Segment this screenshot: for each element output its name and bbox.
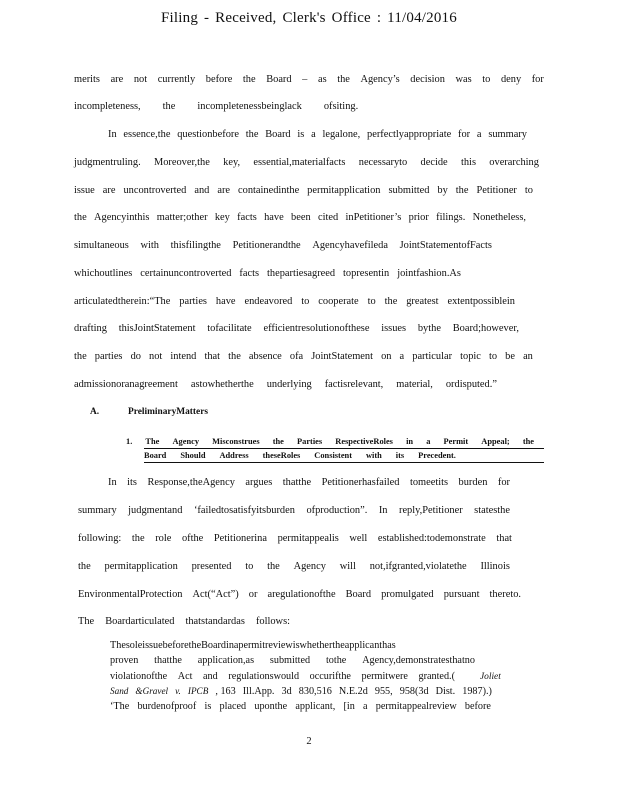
word: burden	[458, 477, 488, 488]
word: particular	[412, 351, 453, 362]
word: been	[291, 212, 311, 223]
word: underlying	[266, 379, 312, 390]
word: uncontroverted	[123, 185, 187, 196]
word: absence	[248, 351, 282, 362]
word: Nonetheless,	[472, 212, 526, 223]
quote-line-4	[110, 701, 491, 712]
word: In	[108, 129, 117, 140]
word: facts	[237, 212, 257, 223]
word: currently	[157, 74, 196, 85]
word: factisrelevant,	[324, 379, 384, 390]
word: is	[204, 701, 212, 712]
word: the	[522, 437, 534, 446]
word: to	[482, 74, 491, 85]
word: judgmentruling.	[74, 157, 141, 168]
word: Parties	[297, 437, 323, 446]
quote-line-0	[110, 640, 396, 651]
word: matter;other	[156, 212, 208, 223]
body-line-2	[108, 129, 527, 140]
word: pursuant	[443, 589, 480, 600]
word: permitappealis	[277, 533, 339, 544]
word: 958(3d	[399, 686, 429, 697]
word: summary	[78, 505, 117, 516]
word: thatthe	[154, 655, 182, 666]
word: topresentin	[343, 268, 390, 279]
word: Act(“Act”)	[192, 589, 239, 600]
word: Petitionerina	[213, 533, 267, 544]
word: Illinois	[480, 561, 510, 572]
word: Boardarticulated	[105, 616, 175, 627]
word: in	[406, 437, 414, 446]
body-line-11	[74, 379, 497, 390]
word: a	[426, 437, 431, 446]
word: Response,theAgency	[147, 477, 235, 488]
word: key	[214, 212, 230, 223]
word: a	[311, 129, 316, 140]
word: before	[464, 701, 491, 712]
word: are	[102, 185, 116, 196]
subheading-line-2	[144, 451, 456, 460]
word: will	[339, 561, 356, 572]
word: proven	[110, 655, 139, 666]
word: topic	[460, 351, 481, 362]
word: greatest	[406, 296, 439, 307]
word: Precedent.	[418, 451, 456, 460]
word: , 163	[215, 686, 236, 697]
word: ordisputed.”	[445, 379, 497, 390]
word: admissionoranagreement	[74, 379, 178, 390]
word: the	[242, 74, 256, 85]
word: uponthe	[254, 701, 288, 712]
para2-line-4	[78, 589, 521, 600]
word: intend	[170, 351, 197, 362]
word: a	[363, 701, 368, 712]
body-line-6	[74, 240, 492, 251]
word: cooperate	[318, 296, 359, 307]
section-heading-a-label: A.	[90, 407, 100, 417]
word: v.	[175, 686, 181, 696]
word: a	[476, 129, 482, 140]
word: summary	[488, 129, 527, 140]
body-line-4	[74, 185, 533, 196]
para2-line-3	[78, 561, 510, 572]
word: be	[505, 351, 515, 362]
word: drafting	[74, 323, 107, 334]
word: submitted	[269, 655, 311, 666]
word: burdenofproof	[137, 701, 197, 712]
word: do	[130, 351, 141, 362]
word: the	[78, 561, 91, 572]
filing-header: Filing - Received, Clerk's Office : 11/04/2016	[161, 10, 457, 26]
word: decision	[410, 74, 445, 85]
word: have	[264, 212, 284, 223]
word: its	[127, 477, 137, 488]
word: astowhetherthe	[190, 379, 254, 390]
word: the	[267, 561, 280, 572]
word: perfectlyappropriate	[367, 129, 452, 140]
word: to	[245, 561, 254, 572]
word: endeavored	[244, 296, 293, 307]
word: not	[133, 74, 148, 85]
word: a	[399, 351, 405, 362]
word: was	[455, 74, 472, 85]
quote-line-2	[110, 671, 455, 682]
word: thereto.	[489, 589, 521, 600]
word: IPCB	[187, 686, 209, 696]
word: well	[349, 533, 368, 544]
section-heading-a	[90, 407, 209, 417]
word: to	[367, 296, 376, 307]
word: parties	[94, 351, 123, 362]
word: parties	[179, 296, 207, 307]
word: for	[531, 74, 544, 85]
word: statesthe	[474, 505, 510, 516]
word: thepartiesagreed	[267, 268, 336, 279]
word: regulationswould	[228, 671, 300, 682]
word: decide	[420, 157, 448, 168]
word: its	[395, 451, 405, 460]
word: material,	[396, 379, 433, 390]
word: incompletenessbeinglack	[197, 101, 302, 112]
word: ofthe	[181, 533, 204, 544]
word: In	[108, 477, 117, 488]
word: are	[217, 185, 231, 196]
word: Agency’s	[360, 74, 400, 85]
word: overarching	[489, 157, 539, 168]
word: the	[162, 101, 176, 112]
word: –	[302, 74, 308, 85]
word: prior	[408, 212, 429, 223]
word: thisJointStatement	[118, 323, 196, 334]
word: are	[110, 74, 124, 85]
word: RespectiveRoles	[335, 437, 393, 446]
word: Agencyhavefileda	[312, 240, 388, 251]
word: JointStatementofFacts	[399, 240, 492, 251]
body-line-10	[74, 351, 533, 362]
word: following:	[78, 533, 122, 544]
word: for	[458, 129, 471, 140]
word: or	[248, 589, 258, 600]
word: articulatedtherein:“The	[74, 296, 171, 307]
word: ofproduction”.	[306, 505, 368, 516]
word: ofsiting.	[323, 101, 359, 112]
word: an	[523, 351, 533, 362]
word: Petitionerandthe	[232, 240, 301, 251]
word: 955,	[374, 686, 393, 697]
word: Act	[177, 671, 193, 682]
word: the	[74, 212, 87, 223]
word: cited	[317, 212, 339, 223]
word: ‘failedtosatisfyitsburden	[193, 505, 295, 516]
word: EnvironmentalProtection	[78, 589, 183, 600]
word: permitapplication	[104, 561, 178, 572]
body-line-0	[74, 74, 544, 85]
para2-line-0	[108, 477, 510, 488]
word: and	[203, 671, 218, 682]
subheading-rule-1	[144, 448, 544, 449]
word: The	[145, 437, 160, 446]
word: Dist.	[435, 686, 456, 697]
word: the	[74, 351, 87, 362]
word: permitapplication	[307, 185, 381, 196]
word: Petitioner	[476, 185, 517, 196]
word: the	[455, 185, 469, 196]
word: issues	[381, 323, 407, 334]
word: for	[497, 477, 510, 488]
word: necessaryto	[358, 157, 408, 168]
word: essence,the	[123, 129, 171, 140]
word: aregulationofthe	[267, 589, 336, 600]
word: Should	[180, 451, 206, 460]
word: questionbefore	[177, 129, 239, 140]
body-line-1	[74, 101, 374, 112]
word: Ill.App.	[242, 686, 275, 697]
word: with	[365, 451, 382, 460]
word: bythe	[417, 323, 441, 334]
word: Board	[265, 129, 291, 140]
body-line-7	[74, 268, 461, 279]
word: to	[524, 185, 533, 196]
word: follows:	[255, 616, 290, 627]
word: Agencyinthis	[94, 212, 150, 223]
word: judgmentand	[128, 505, 183, 516]
citation-italic: Joliet	[480, 672, 501, 682]
word: applicant,	[295, 701, 336, 712]
para2-line-2	[78, 533, 512, 544]
word: reply,Petitioner	[398, 505, 463, 516]
word: containedinthe	[238, 185, 300, 196]
word: Permit	[443, 437, 469, 446]
body-line-5	[74, 212, 526, 223]
word: Board	[345, 589, 372, 600]
word: to	[489, 351, 498, 362]
word: [in	[343, 701, 355, 712]
word: Board;however,	[452, 323, 519, 334]
quote-line-3	[110, 686, 492, 697]
word: Misconstrues	[212, 437, 260, 446]
word: before	[205, 74, 233, 85]
word: Petitionerhasfailed	[321, 477, 400, 488]
word: this	[460, 157, 476, 168]
page-number: 2	[306, 736, 312, 747]
word: issue	[74, 185, 95, 196]
word: Sand	[110, 686, 129, 696]
word: as	[317, 74, 327, 85]
word: thatthe	[282, 477, 312, 488]
word: promulgated	[381, 589, 434, 600]
word: simultaneous	[74, 240, 129, 251]
word: ThesoleissuebeforetheBoardinapermitreviewiswhethertheapplicanthas	[110, 640, 396, 651]
word: In	[378, 505, 388, 516]
word: that	[496, 533, 512, 544]
word: tomeetits	[409, 477, 449, 488]
word: thatstandardas	[185, 616, 245, 627]
word: jointfashion.As	[397, 268, 461, 279]
word: to	[301, 296, 310, 307]
word: have	[215, 296, 236, 307]
subheading-line-1	[126, 437, 534, 446]
word: Agency	[172, 437, 200, 446]
word: Board	[266, 74, 292, 85]
word: merits	[74, 74, 100, 85]
word: is	[297, 129, 305, 140]
word: presented	[191, 561, 232, 572]
word: Agency	[293, 561, 326, 572]
word: with	[140, 240, 159, 251]
word: incompleteness,	[74, 101, 141, 112]
word: inPetitioner’s	[345, 212, 402, 223]
word: on	[381, 351, 392, 362]
word: permitappealreview	[375, 701, 457, 712]
word: and	[194, 185, 210, 196]
body-line-3	[74, 157, 539, 168]
section-heading-a-title: PreliminaryMatters	[128, 407, 209, 417]
word: Moreover,the	[153, 157, 210, 168]
word: not,ifgranted,violatethe	[369, 561, 467, 572]
word: filings.	[436, 212, 466, 223]
word: 3d	[281, 686, 292, 697]
word: the	[272, 437, 284, 446]
word: application,as	[197, 655, 255, 666]
word: that	[204, 351, 221, 362]
word: &Gravel	[135, 686, 169, 696]
word: the	[337, 74, 350, 85]
word: theseRoles	[262, 451, 301, 460]
word: The	[78, 616, 95, 627]
word: Address	[219, 451, 249, 460]
word: submitted	[388, 185, 430, 196]
word: thisfilingthe	[170, 240, 221, 251]
word: certainuncontroverted	[140, 268, 232, 279]
word: the	[384, 296, 398, 307]
word: 1.	[126, 437, 133, 446]
word: argues	[245, 477, 273, 488]
word: essential,materialfacts	[253, 157, 346, 168]
word: whichoutlines	[74, 268, 133, 279]
para2-line-5	[78, 616, 290, 627]
word: granted.(	[418, 671, 455, 682]
word: Agency,demonstratesthatno	[362, 655, 475, 666]
word: role	[155, 533, 172, 544]
word: the	[131, 533, 145, 544]
para2-line-1	[78, 505, 510, 516]
word: efficientresolutionofthese	[263, 323, 370, 334]
word: the	[228, 351, 241, 362]
body-line-8	[74, 296, 515, 307]
body-line-9	[74, 323, 519, 334]
word: Appeal;	[481, 437, 510, 446]
word: placed	[219, 701, 247, 712]
word: Board	[144, 451, 167, 460]
word: legalone,	[322, 129, 361, 140]
word: JointStatement	[311, 351, 373, 362]
word: Consistent	[314, 451, 352, 460]
word: permitwere	[361, 671, 408, 682]
subheading-rule-2	[144, 462, 544, 463]
word: violationofthe	[110, 671, 168, 682]
word: ofa	[289, 351, 304, 362]
word: ‘The	[110, 701, 130, 712]
word: the	[245, 129, 259, 140]
word: N.E.2d	[338, 686, 368, 697]
quote-line-1	[110, 655, 475, 666]
word: not	[149, 351, 163, 362]
word: facts	[239, 268, 260, 279]
word: 830,516	[298, 686, 332, 697]
word: 1987).)	[462, 686, 492, 697]
word: extentpossiblein	[447, 296, 515, 307]
word: deny	[500, 74, 522, 85]
word: key,	[223, 157, 241, 168]
word: established:todemonstrate	[377, 533, 486, 544]
word: tofacilitate	[207, 323, 252, 334]
word: by	[437, 185, 448, 196]
word: occurifthe	[309, 671, 351, 682]
word: tothe	[325, 655, 347, 666]
